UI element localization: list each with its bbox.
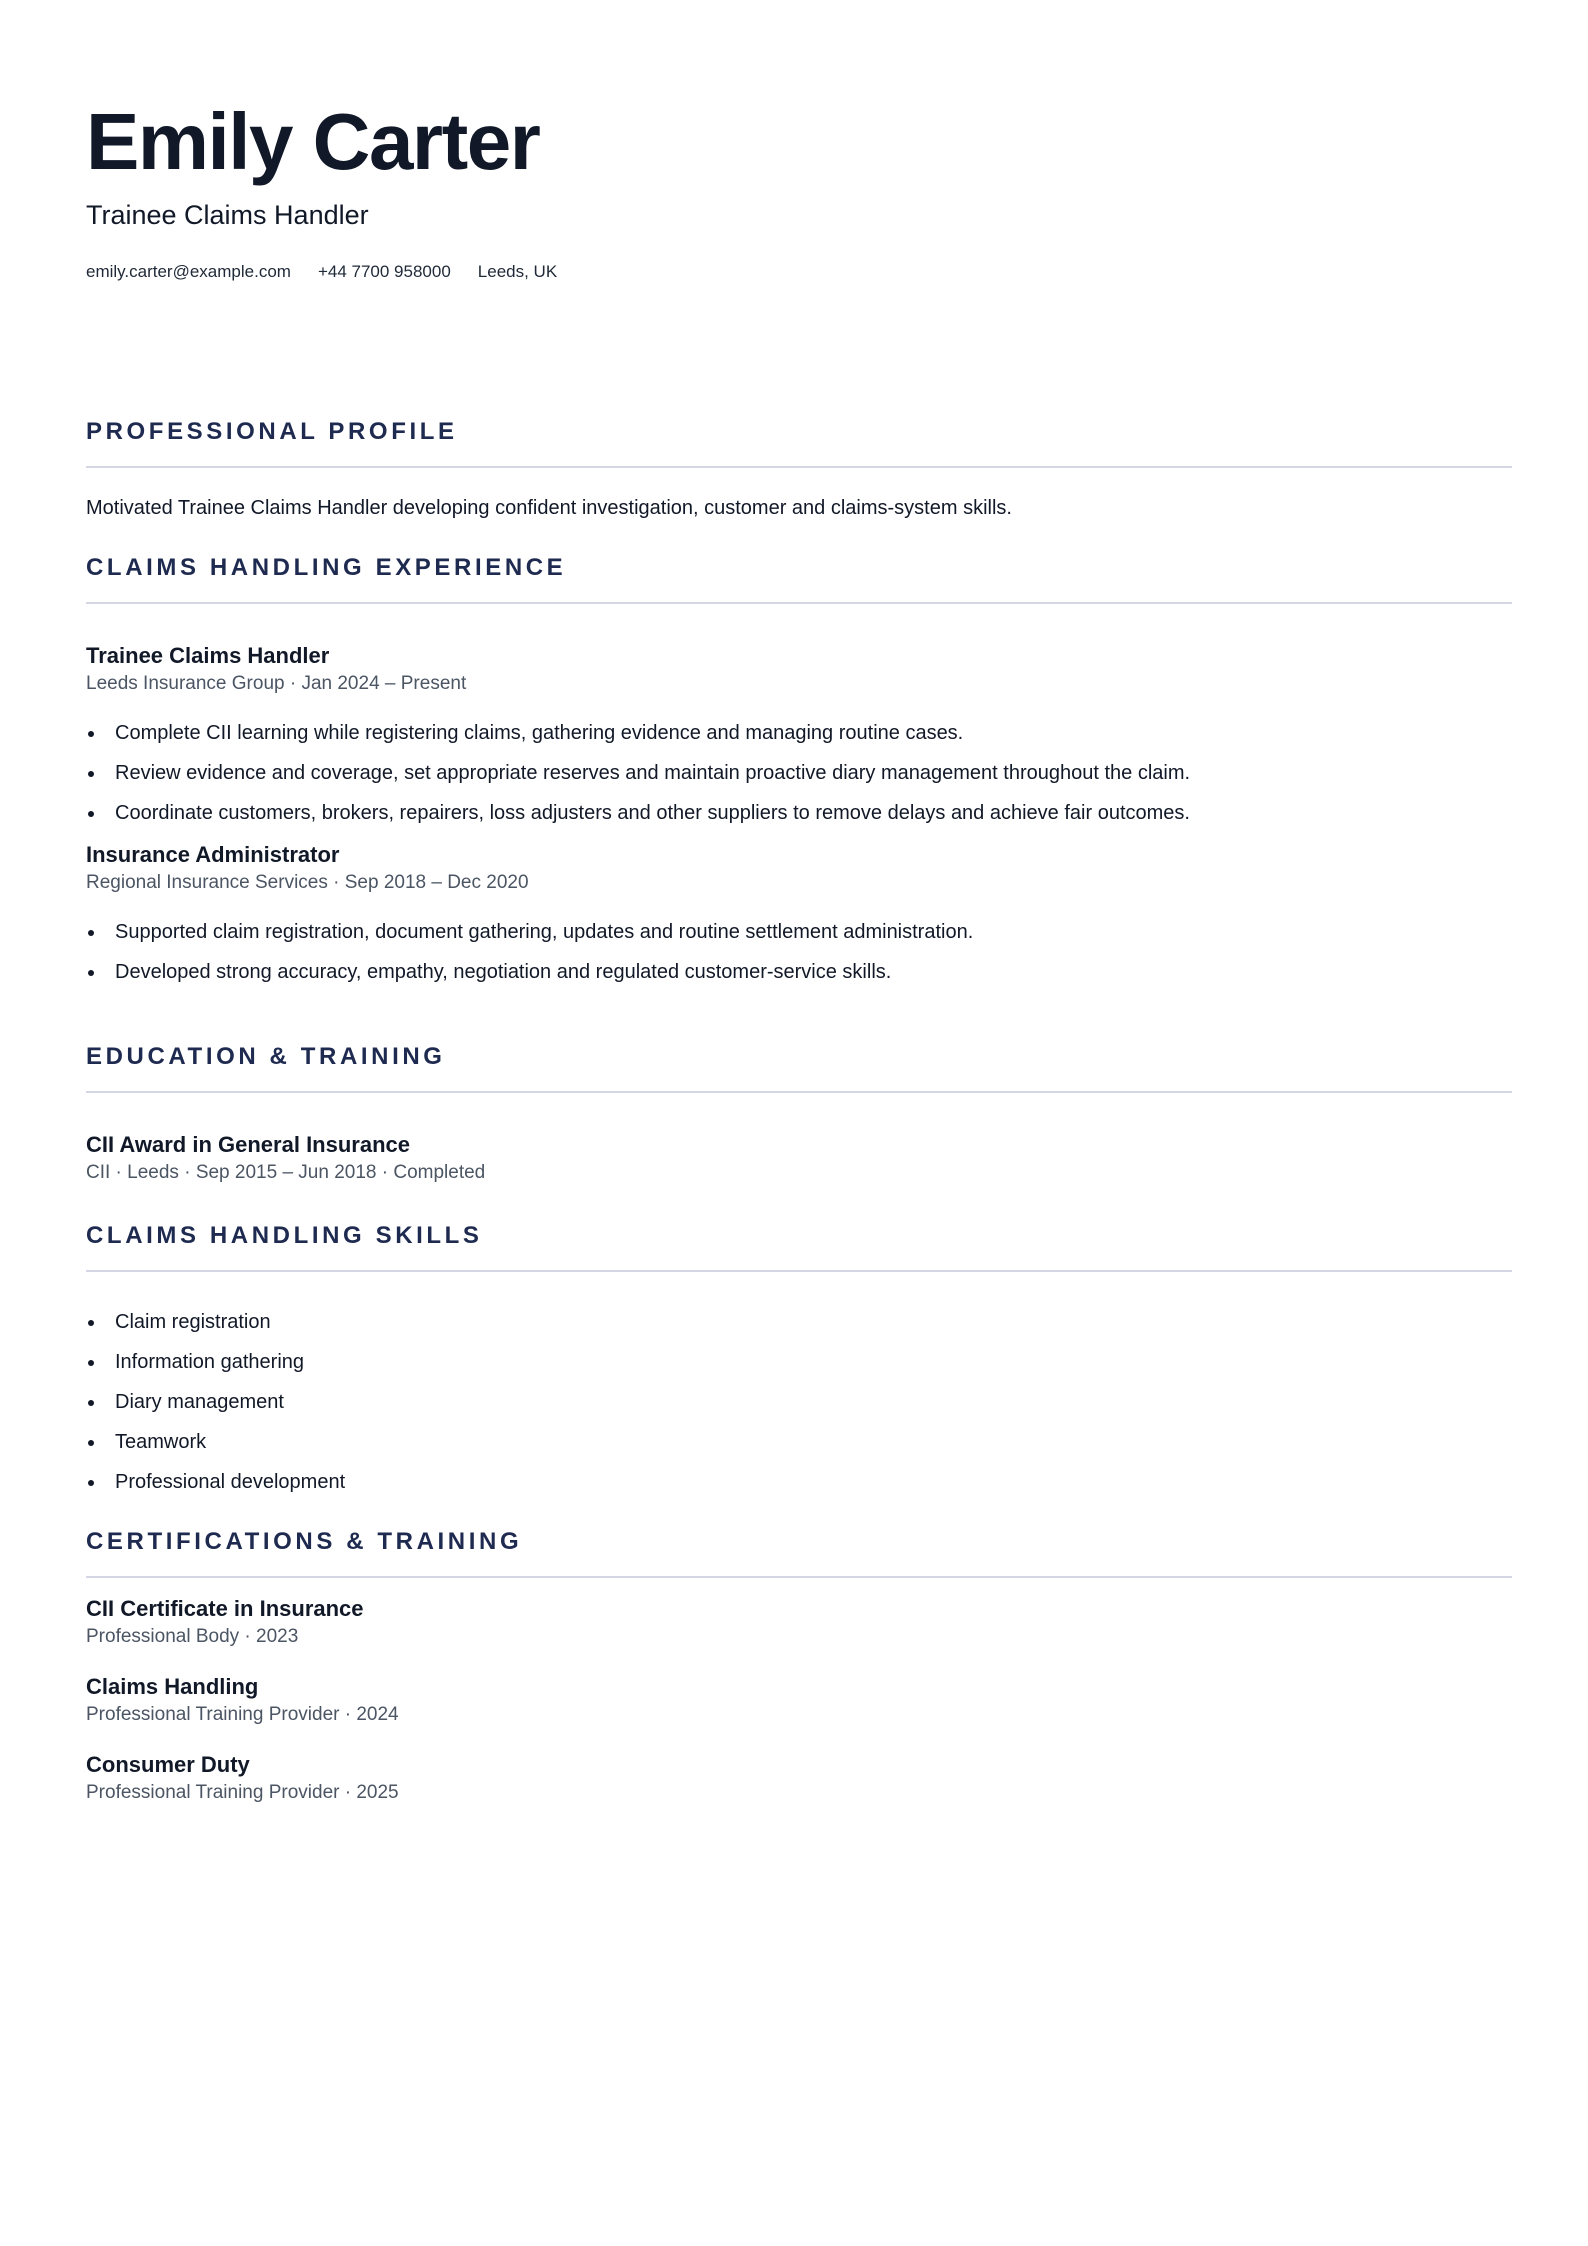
section-heading: CLAIMS HANDLING EXPERIENCE [86, 554, 567, 581]
certification-meta: Professional Body · 2023 [86, 1626, 299, 1647]
contact-phone: +44 7700 958000 [317, 262, 451, 281]
section-divider [86, 1576, 1512, 1578]
experience-entry [86, 841, 1512, 999]
skills-list [86, 1309, 1512, 1509]
section-heading: CERTIFICATIONS & TRAINING [86, 1528, 523, 1555]
section-skills [86, 1221, 1512, 1509]
certification-title: Claims Handling [86, 1674, 259, 1699]
skill-item: Diary management [86, 1389, 1512, 1429]
section-divider [86, 466, 1512, 468]
job-bullets [86, 720, 1512, 840]
list-item: Complete CII learning while registering claims, gathering evidence and managing routine cases. [86, 720, 1512, 760]
job-title: Insurance Administrator [86, 842, 340, 867]
certification-meta: Professional Training Provider · 2025 [86, 1782, 399, 1803]
job-meta: Regional Insurance Services · Sep 2018 – Dec 2020 [86, 872, 529, 893]
section-certifications [86, 1527, 1512, 1805]
certification-entry [86, 1595, 1512, 1649]
certification-title: CII Certificate in Insurance [86, 1596, 364, 1621]
section-experience [86, 553, 1512, 999]
section-divider [86, 1091, 1512, 1093]
candidate-title: Trainee Claims Handler [86, 200, 369, 230]
skill-item: Information gathering [86, 1349, 1512, 1389]
section-divider [86, 602, 1512, 604]
job-bullets [86, 919, 1512, 999]
skill-item: Claim registration [86, 1309, 1512, 1349]
certification-entry [86, 1751, 1512, 1805]
skill-item: Teamwork [86, 1429, 1512, 1469]
candidate-name: Emily Carter [86, 97, 540, 186]
experience-entry [86, 642, 1512, 840]
certification-title: Consumer Duty [86, 1752, 250, 1777]
education-title: CII Award in General Insurance [86, 1132, 410, 1157]
certification-entry [86, 1673, 1512, 1727]
education-meta: CII · Leeds · Sep 2015 – Jun 2018 · Completed [86, 1162, 486, 1183]
list-item: Coordinate customers, brokers, repairers, loss adjusters and other suppliers to remove delays and achieve fair outcomes. [86, 800, 1512, 840]
section-education [86, 1042, 1512, 1185]
section-divider [86, 1270, 1512, 1272]
profile-summary: Motivated Trainee Claims Handler developing confident investigation, customer and claims-system skills. [86, 497, 1012, 519]
section-heading: EDUCATION & TRAINING [86, 1043, 446, 1070]
list-item: Supported claim registration, document gathering, updates and routine settlement administration. [86, 919, 1512, 959]
list-item: Review evidence and coverage, set appropriate reserves and maintain proactive diary management throughout the claim. [86, 760, 1512, 800]
contact-email: emily.carter@example.com [86, 262, 291, 281]
section-profile [86, 417, 1512, 521]
list-item: Developed strong accuracy, empathy, negotiation and regulated customer-service skills. [86, 959, 1512, 999]
section-heading: PROFESSIONAL PROFILE [86, 418, 458, 445]
certification-meta: Professional Training Provider · 2024 [86, 1704, 399, 1725]
section-heading: CLAIMS HANDLING SKILLS [86, 1222, 483, 1249]
skill-item: Professional development [86, 1469, 1512, 1509]
education-entry [86, 1131, 1512, 1185]
contact-line [86, 261, 584, 283]
job-title: Trainee Claims Handler [86, 643, 330, 668]
job-meta: Leeds Insurance Group · Jan 2024 – Present [86, 673, 467, 694]
contact-location: Leeds, UK [477, 262, 558, 281]
